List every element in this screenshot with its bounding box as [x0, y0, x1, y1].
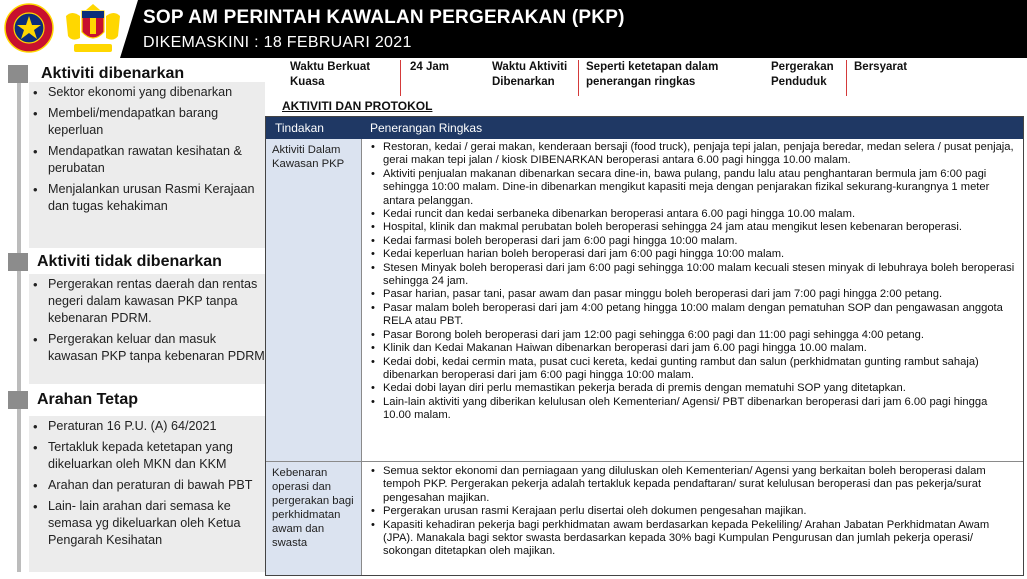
activity-hours-label: Waktu Aktiviti Dibenarkan — [492, 61, 568, 88]
left-summary-column — [3, 62, 265, 574]
hours-value: 24 Jam — [410, 61, 450, 73]
list-item: • Tertakluk kepada ketetapan yang dikeluarkan oleh MKN dan KKM — [29, 439, 265, 473]
list-item: • Kedai dobi layan diri perlu memastikan pekerja berada di premis dengan mematuhi SOP yang ditetapkan. — [369, 382, 1015, 395]
table-row — [266, 462, 1023, 575]
list-item: • Semua sektor ekonomi dan perniagaan yang diluluskan oleh Kementerian/ Agensi yang berkaitan boleh beroperasi dalam tempoh PKP. Pergerakan pekerja adalah tertakluk kepada pendaftaran/ surat kelulusan beroperasi dan pas pekerja/surat pengesahan majikan. — [369, 465, 1015, 505]
action-cell: Kebenaran operasi dan pergerakan bagi perkhidmatan awam dan swasta — [266, 462, 362, 575]
description-cell — [363, 139, 1023, 461]
action-cell: Aktiviti Dalam Kawasan PKP — [266, 139, 362, 461]
list-item: • Menjalankan urusan Rasmi Kerajaan dan tugas kehakiman — [29, 181, 265, 215]
section-allowed-activities — [3, 62, 265, 213]
list-item: • Pasar Borong boleh beroperasi dari jam 12:00 pagi sehingga 6:00 pagi dan 11:00 pagi sehingga 4:00 petang. — [369, 329, 1015, 342]
list-item: • Pergerakan keluar dan masuk kawasan PKP tanpa kebenaran PDRM — [29, 331, 265, 365]
list-item: • Sektor ekonomi yang dibenarkan — [29, 84, 265, 101]
list-item: • Hospital, klinik dan makmal perubatan boleh beroperasi sehingga 24 jam atau mengikut lesen kebenaran beroperasi. — [369, 221, 1015, 234]
updated-date: DIKEMASKINI : 18 FEBRUARI 2021 — [143, 34, 412, 51]
list-item: • Kapasiti kehadiran pekerja bagi perkhidmatan awam berdasarkan kepada Pekeliling/ Arahan Jabatan Perkhidmatan Awam (JPA). Manakala bagi sektor swasta berdasarkan kepada 30% bagi Kumpulan Pengurusan dan jumlah pekerja operasi/ sokongan ditetapkan oleh majikan. — [369, 519, 1015, 559]
info-separator — [846, 60, 847, 96]
movement-label: Pergerakan Penduduk — [771, 61, 834, 88]
info-separator — [578, 60, 579, 96]
description-cell — [363, 462, 1023, 575]
list-item: • Arahan dan peraturan di bawah PBT — [29, 477, 265, 494]
info-separator — [400, 60, 401, 96]
list-item: • Klinik dan Kedai Makanan Haiwan dibenarkan beroperasi dari jam 6.00 pagi hingga 10.00 malam. — [369, 342, 1015, 355]
list-item: • Kedai dobi, kedai cermin mata, pusat cuci kereta, kedai gunting rambut dan salun (perkhidmatan gunting rambut sahaja) dibenarkan beroperasi dari jam 6:00 pagi hingga 10:00 malam. — [369, 356, 1015, 383]
page-header — [0, 0, 1027, 58]
protocol-title: AKTIVITI DAN PROTOKOL — [282, 99, 433, 113]
hours-label: Waktu Berkuat Kuasa — [290, 61, 371, 88]
list-item: • Peraturan 16 P.U. (A) 64/2021 — [29, 418, 265, 435]
list-item: • Kedai farmasi boleh beroperasi dari jam 6:00 pagi hingga 10:00 malam. — [369, 235, 1015, 248]
coat-of-arms-logo — [60, 2, 126, 56]
list-item: • Kedai runcit dan kedai serbaneka dibenarkan beroperasi antara 6.00 pagi hingga 10.00 malam. — [369, 208, 1015, 221]
list-item: • Mendapatkan rawatan kesihatan & perubatan — [29, 143, 265, 177]
list-item: • Aktiviti penjualan makanan dibenarkan secara dine-in, bawa pulang, pandu lalu atau penghantaran bermula jam 6:00 pagi sehingga 10:00 malam. Dine-in dibenarkan mengikut kapasiti meja dengan penjarakan fizikal sekurang-kurangnya 1 meter antara pelanggan. — [369, 168, 1015, 208]
list-item: • Stesen Minyak boleh beroperasi dari jam 6:00 pagi sehingga 10:00 malam kecuali stesen minyak di lebuhraya boleh beroperasi sehingga 24 jam. — [369, 262, 1015, 289]
section-title: Arahan Tetap — [37, 391, 139, 408]
section-marker — [8, 253, 28, 271]
page-title: SOP AM PERINTAH KAWALAN PERGERAKAN (PKP) — [143, 7, 625, 28]
list-item: • Lain-lain aktiviti yang diberikan kelulusan oleh Kementerian/ Agensi/ PBT dibenarkan beroperasi dari jam 6.00 pagi hingga 10.00 malam. — [369, 396, 1015, 423]
timeline-bar — [17, 66, 21, 572]
list-item: • Pasar malam boleh beroperasi dari jam 4:00 petang hingga 10:00 malam dengan pematuhan SOP dan pengawasan anggota RELA atau PBT. — [369, 302, 1015, 329]
activity-hours-value: Seperti ketetapan dalam penerangan ringkas — [586, 61, 719, 88]
section-marker — [8, 391, 28, 409]
column-header: Tindakan — [275, 121, 324, 135]
movement-value: Bersyarat — [854, 61, 908, 73]
list-item: • Pergerakan urusan rasmi Kerajaan perlu disertai oleh dokumen pengesahan majikan. — [369, 505, 1015, 518]
list-item: • Lain- lain arahan dari semasa ke semasa yg dikeluarkan oleh Ketua Pengarah Kesihatan — [29, 498, 265, 549]
column-header: Penerangan Ringkas — [370, 121, 483, 135]
protocol-table — [265, 116, 1024, 576]
section-title: Aktiviti tidak dibenarkan — [37, 253, 222, 270]
table-header — [266, 117, 1023, 139]
council-seal-logo — [4, 3, 54, 53]
section-marker — [8, 65, 28, 83]
list-item: • Kedai keperluan harian boleh beroperasi dari jam 6:00 pagi hingga 10:00 malam. — [369, 248, 1015, 261]
table-row — [266, 139, 1023, 461]
list-item: • Pergerakan rentas daerah dan rentas negeri dalam kawasan PKP tanpa kebenaran PDRM. — [29, 276, 265, 327]
list-item: • Membeli/mendapatkan barang keperluan — [29, 105, 265, 139]
section-title: Aktiviti dibenarkan — [41, 65, 185, 82]
section-standing-orders — [3, 388, 265, 547]
list-item: • Pasar harian, pasar tani, pasar awam dan pasar minggu boleh beroperasi dari jam 7:00 pagi hingga 2:00 petang. — [369, 288, 1015, 301]
list-item: • Restoran, kedai / gerai makan, kenderaan bersaji (food truck), penjaja tepi jalan, penjaja beredar, medan selera / pusat penjaja, gerai makan tepi jalan / kiosk DIBENARKAN beroperasi antara 6.00 pagi hingga 10.00 malam. — [369, 141, 1015, 168]
section-prohibited-activities — [3, 250, 265, 363]
